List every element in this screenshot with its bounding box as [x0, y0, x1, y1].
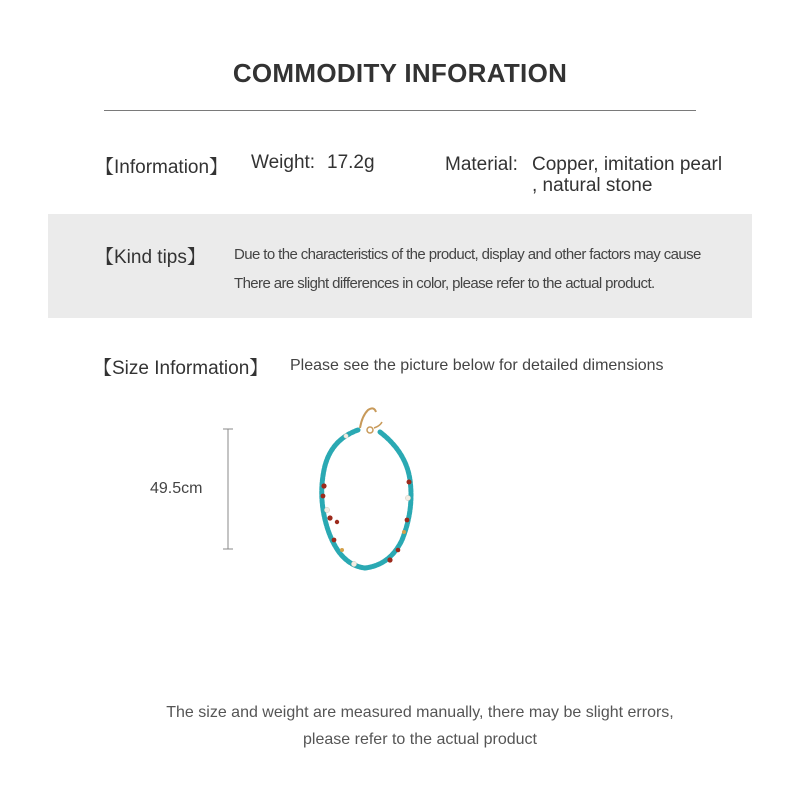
kind-tips-label: 【Kind tips】 [95, 247, 206, 268]
title-divider [104, 110, 696, 111]
page-title: COMMODITY INFORATION [232, 58, 568, 88]
length-dimension: 49.5cm [150, 480, 203, 497]
material-value-line1: Copper, imitation pearl [532, 154, 723, 175]
information-label: 【Information】 [95, 157, 229, 178]
footer-note-line1: The size and weight are measured manually, there may be slight errors, [166, 704, 674, 721]
material-value [532, 154, 747, 196]
size-information-label: 【Size Information】 [93, 358, 269, 379]
weight-label: Weight: [251, 152, 316, 173]
kind-tips-line1: Due to the characteristics of the product, display and other factors may cause [234, 246, 701, 263]
material-value-line2: , natural stone [532, 175, 653, 196]
size-description: Please see the picture below for detailed dimensions [290, 357, 664, 374]
footer-note-line2: please refer to the actual product [303, 731, 537, 748]
material-label: Material: [445, 154, 518, 175]
dimension-line-icon [218, 424, 238, 554]
necklace-image [310, 400, 430, 580]
kind-tips-line2: There are slight differences in color, please refer to the actual product. [234, 275, 655, 292]
weight-value: 17.2g [327, 152, 375, 173]
